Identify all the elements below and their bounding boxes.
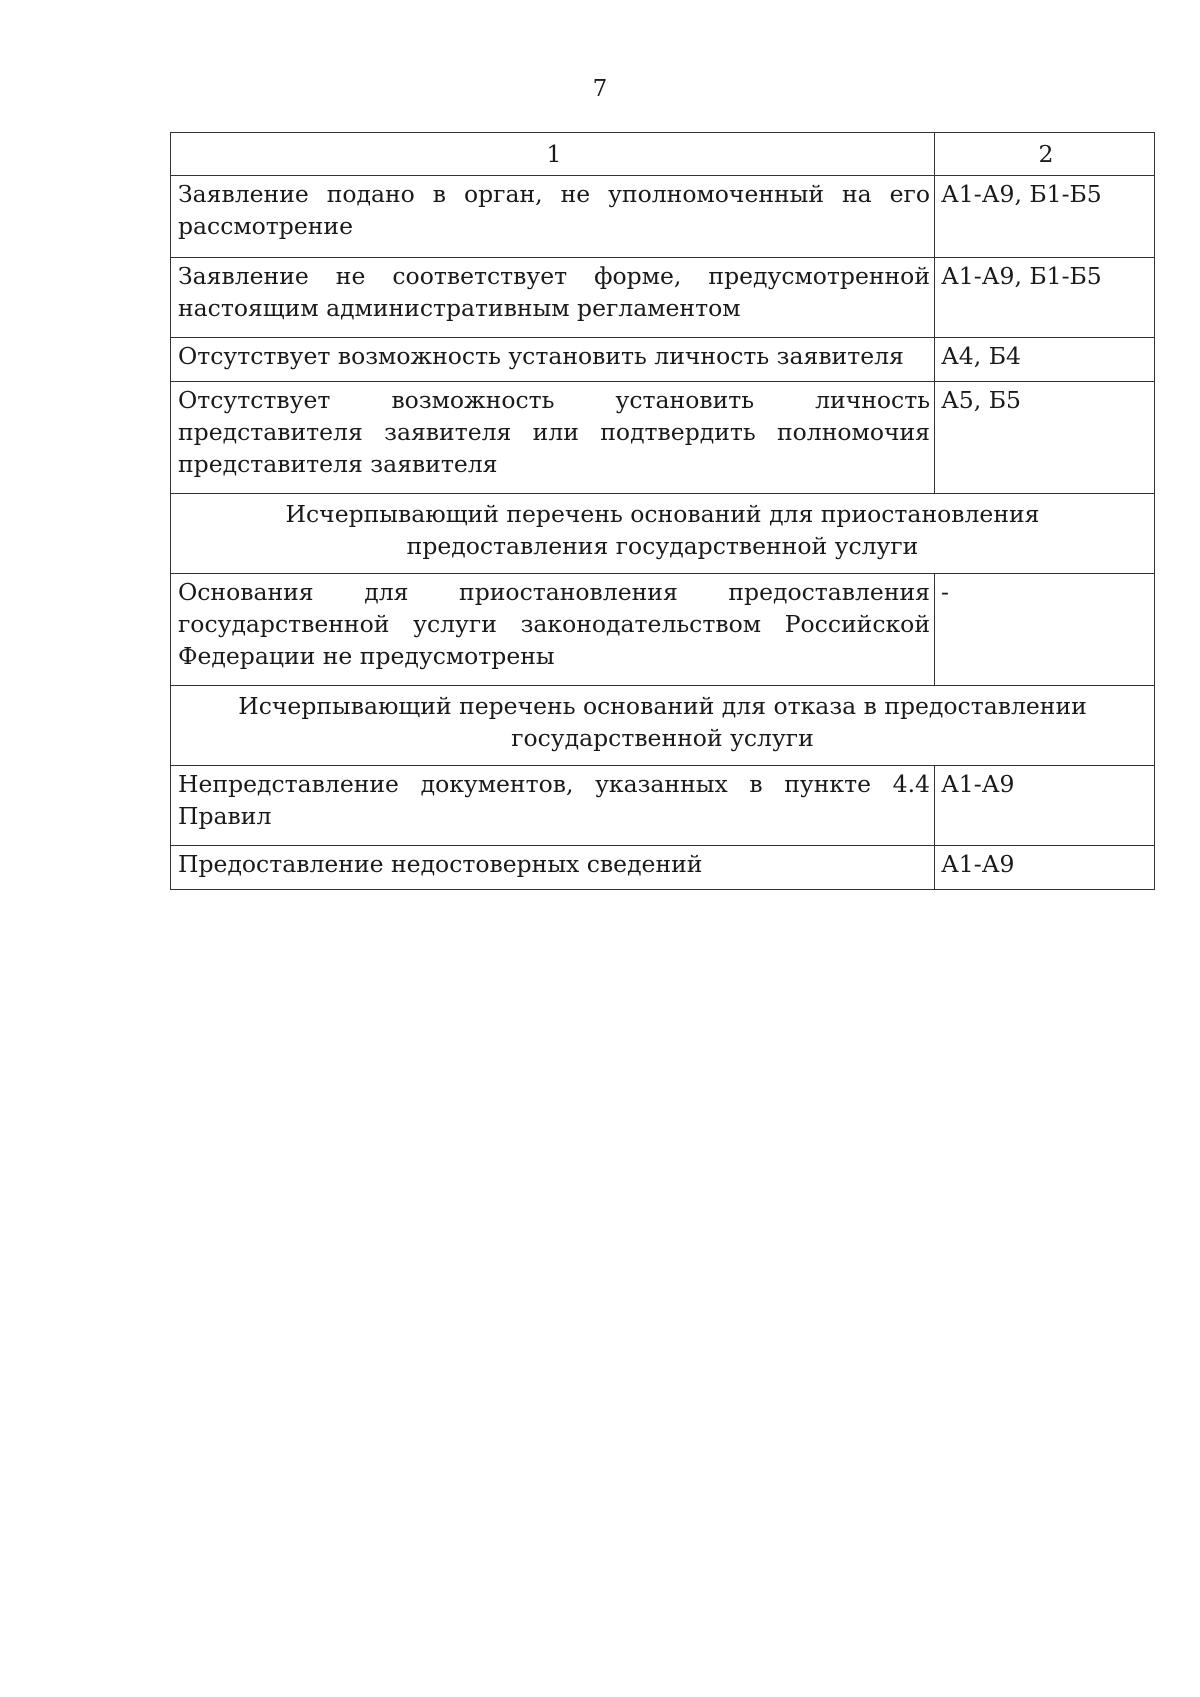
document-codes: А1-А9, Б1-Б5 (935, 176, 1155, 258)
section-heading: Исчерпывающий перечень оснований для приостановления предоставления государственной услуги (171, 494, 1155, 574)
document-codes: А1-А9, Б1-Б5 (935, 258, 1155, 338)
document-codes: А1-А9 (935, 846, 1155, 890)
table-row (171, 846, 1155, 890)
table-row (171, 574, 1155, 686)
document-codes: - (935, 574, 1155, 686)
ground-text: Заявление подано в орган, не уполномоченный на его рассмотрение (171, 176, 935, 258)
grounds-table (170, 132, 1155, 890)
ground-text: Предоставление недостоверных сведений (171, 846, 935, 890)
section-row (171, 494, 1155, 574)
column-header-2: 2 (935, 133, 1155, 176)
ground-text: Отсутствует возможность установить личность представителя заявителя или подтвердить полномочия представителя заявителя (171, 382, 935, 494)
ground-text: Непредставление документов, указанных в пункте 4.4 Правил (171, 766, 935, 846)
table-row (171, 766, 1155, 846)
column-header-1: 1 (171, 133, 935, 176)
table-header-row (171, 133, 1155, 176)
ground-text: Заявление не соответствует форме, предусмотренной настоящим административным регламентом (171, 258, 935, 338)
table-row (171, 382, 1155, 494)
section-row (171, 686, 1155, 766)
table-row (171, 176, 1155, 258)
page-number: 7 (592, 76, 608, 102)
section-heading: Исчерпывающий перечень оснований для отказа в предоставлении государственной услуги (171, 686, 1155, 766)
ground-text: Основания для приостановления предоставления государственной услуги законодательством Российской Федерации не предусмотрены (171, 574, 935, 686)
table-row (171, 338, 1155, 382)
document-codes: А5, Б5 (935, 382, 1155, 494)
ground-text: Отсутствует возможность установить личность заявителя (171, 338, 935, 382)
document-codes: А1-А9 (935, 766, 1155, 846)
document-codes: А4, Б4 (935, 338, 1155, 382)
table-row (171, 258, 1155, 338)
